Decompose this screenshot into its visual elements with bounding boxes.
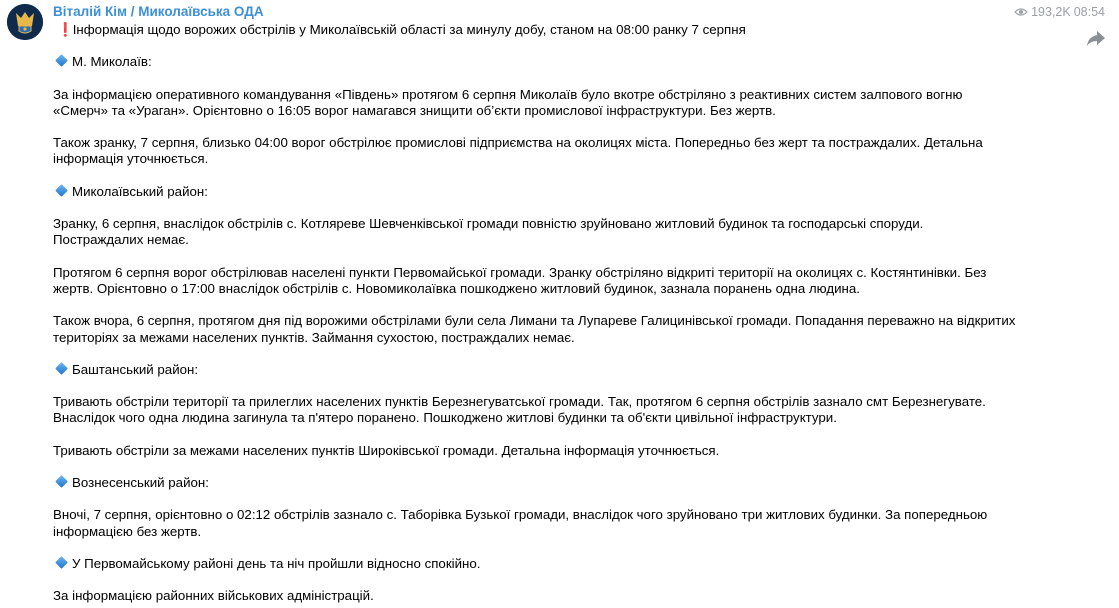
section-heading: Миколаївський район: (53, 184, 1053, 200)
paragraph: Вночі, 7 серпня, орієнтовно о 02:12 обстрілів зазнало с. Таборівка Бузької громади, внаслідок чого зруйновано три житлових будинки. За попередньою (53, 507, 988, 523)
message-time: 08:54 (1073, 5, 1105, 19)
blue-diamond-icon (55, 54, 68, 67)
paragraph: Протягом 6 серпня ворог обстрілював населені пункти Первомайської громади. Зранку обстріляно відкриті території на околицях с. Костянтинівки. Без (53, 264, 987, 280)
paragraph: За інформацією оперативного командування «Південь» протягом 6 серпня Миколаїв було вкотре обстріляно з реактивних систем залпового вогню (53, 86, 963, 102)
paragraph: територіях за межами населених пунктів. Займання сухостою, постраждалих немає. (53, 329, 575, 345)
section-heading: Баштанський район: (53, 362, 1053, 378)
blue-diamond-icon (55, 475, 68, 488)
message-title-line (53, 22, 1053, 38)
share-button[interactable] (1085, 27, 1107, 49)
paragraph: Постраждалих немає. (53, 232, 189, 248)
paragraph: інформацією без жертв. (53, 523, 202, 539)
footer-note: За інформацією районних військових адміністрацій. (53, 588, 374, 604)
paragraph: інформація уточнюється. (53, 151, 209, 167)
paragraph: Внаслідок чого одна людина загинула та п'ятеро поранено. Пошкоджено житлові будинки та об'єкти цивільної інфраструктури. (53, 410, 837, 426)
message-body (53, 22, 1053, 605)
section-heading: У Первомайському районі день та ніч пройшли відносно спокійно. (53, 556, 1053, 572)
exclamation-icon: ❗ (57, 22, 74, 37)
section-heading: М. Миколаїв: (53, 54, 1053, 70)
paragraph: Тривають обстріли території та прилеглих населених пунктів Березнегуватської громади. Так, протягом 6 серпня обстрілів зазнало смт Березнегувате. (53, 394, 986, 410)
views-count: 193,2K (1031, 5, 1071, 19)
paragraph: Тривають обстріли за межами населених пунктів Широківської громади. Детальна інформація уточнюється. (53, 442, 720, 458)
paragraph: Зранку, 6 серпня, внаслідок обстрілів с. Котляреве Шевченківської громади повністю зруйновано житловий будинок та господарські споруди. (53, 216, 924, 232)
channel-avatar[interactable] (7, 4, 43, 40)
paragraph: жертв. Орієнтовно о 17:00 внаслідок обстрілів с. Новомиколаївка пошкоджено житловий будинок, зазнала поранень одна людина. (53, 280, 860, 296)
eye-icon (1014, 7, 1028, 17)
paragraph: «Смерч» та «Ураган». Орієнтовно о 16:05 ворог намагався знищити об’єкти промислової інфраструктури. Без жертв. (53, 102, 776, 118)
blue-diamond-icon (55, 556, 68, 569)
share-arrow-icon (1085, 27, 1107, 49)
channel-author[interactable]: Віталій Кім / Миколаївська ОДА (53, 4, 264, 19)
paragraph: Також зранку, 7 серпня, близько 04:00 ворог обстрілює промислові підприємства на околицях міста. Попередньо без жерт та постраждалих. Детальна (53, 135, 983, 151)
paragraph: Також вчора, 6 серпня, протягом дня під ворожими обстрілами були села Лимани та Лупареве Галицинівської громади. Попадання переважно на відкритих (53, 313, 1016, 329)
message-meta (1014, 5, 1105, 19)
section-heading: Вознесенський район: (53, 475, 1053, 491)
blue-diamond-icon (55, 362, 68, 375)
coat-of-arms-avatar (7, 4, 43, 40)
blue-diamond-icon (55, 184, 68, 197)
message-title: Інформація щодо ворожих обстрілів у Миколаївській області за минулу добу, станом на 08:00 ранку 7 серпня (72, 22, 746, 37)
